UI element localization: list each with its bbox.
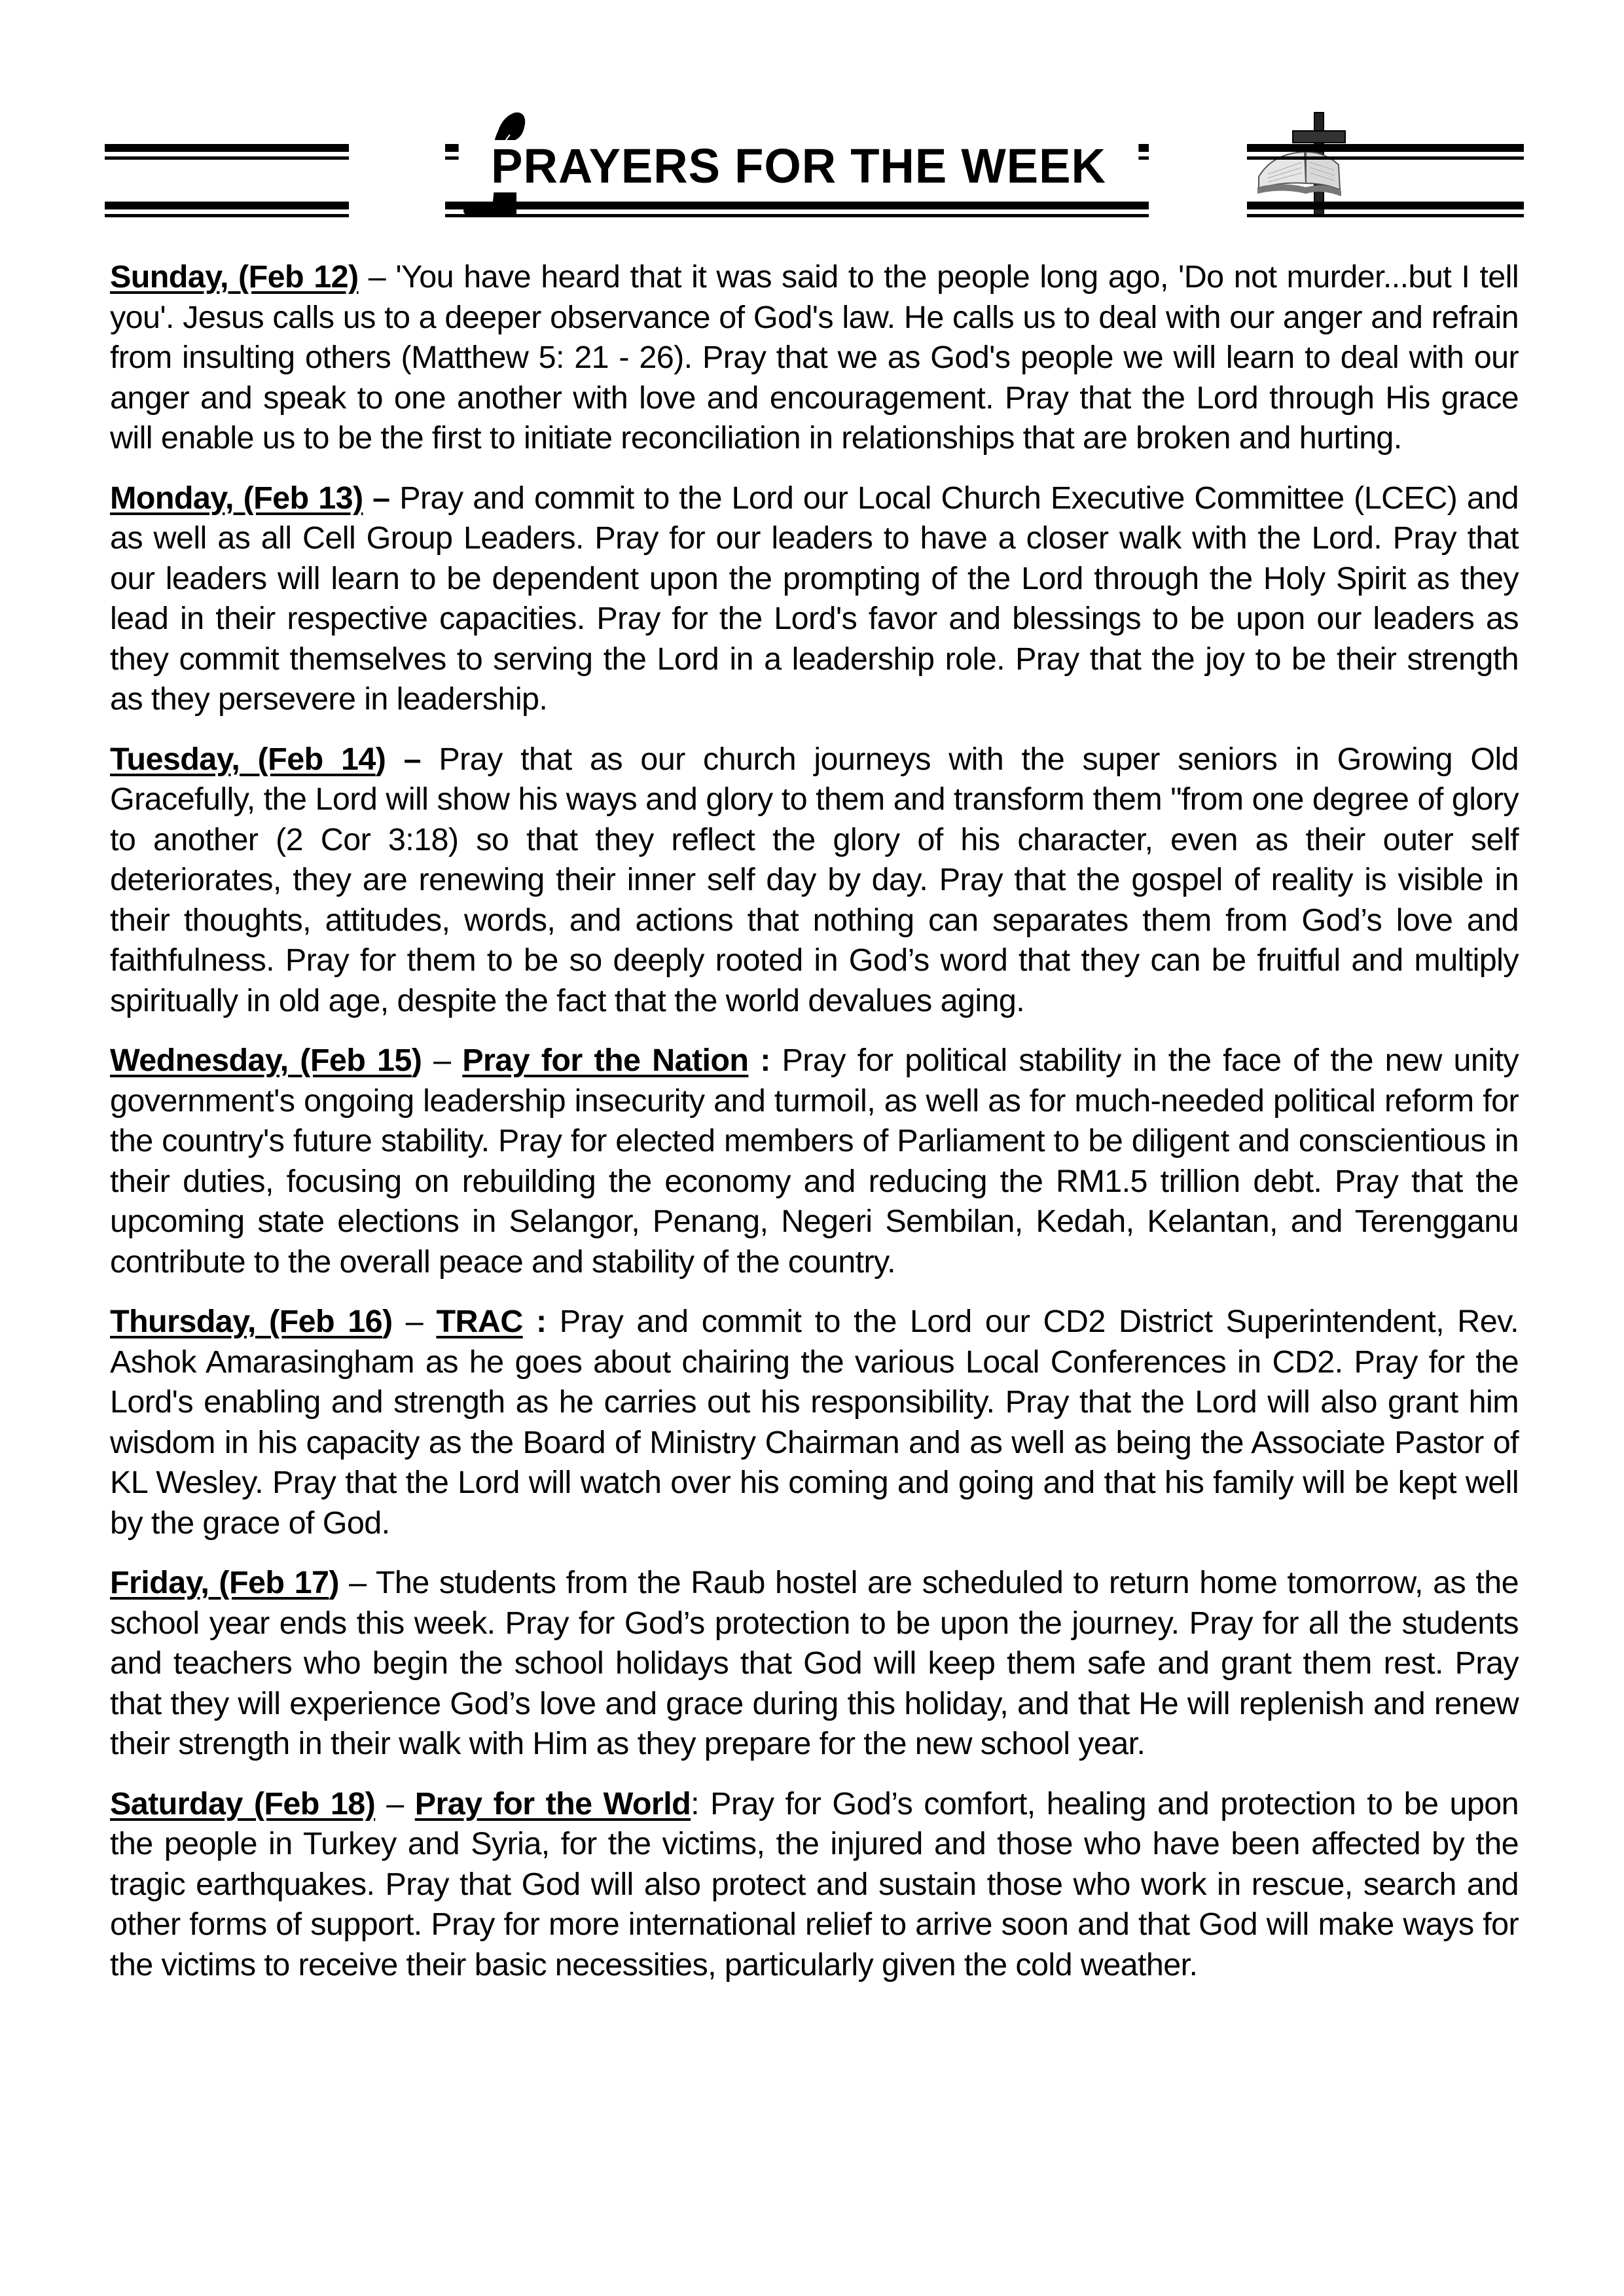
dash: – [386, 741, 439, 777]
day-heading-close: ) [375, 741, 386, 777]
dash: – [338, 1565, 376, 1600]
day-heading-close: ) [329, 1565, 339, 1600]
header-rule [105, 202, 349, 209]
header-rule [1247, 144, 1524, 152]
day-heading: Wednesday, (Feb 15 [110, 1043, 412, 1078]
cross-and-bible-icon [1254, 111, 1352, 216]
day-heading: Saturday (Feb 18) [110, 1785, 376, 1821]
prayer-entry-sunday [110, 257, 1519, 459]
header-rule [1247, 202, 1524, 209]
prayer-entry-tuesday [110, 740, 1519, 1022]
header-rule [105, 156, 349, 160]
topic-separator: : [691, 1785, 699, 1821]
topic-heading: TRAC [436, 1304, 523, 1339]
prayer-text: Pray and commit to the Lord our CD2 District Superintendent, Rev. Ashok Amarasingham as he goes about chairing the various Local Conferences in CD2. Pray for the Lord's enabling and strength as he carries out his responsibility. Pray that the Lord will also grant him wisdom in his capacity as the Board of Ministry Chairman and as well as being the Associate Pastor of KL Wesley. Pray that the Lord will watch over his coming and going and that his family will be kept well by the grace of God. [110, 1304, 1519, 1541]
day-heading: Monday, (Feb 13) [110, 480, 363, 516]
prayer-entry-wednesday [110, 1041, 1519, 1282]
header-rule [445, 214, 1149, 217]
topic-separator: : [522, 1304, 547, 1339]
prayer-entry-thursday [110, 1302, 1519, 1543]
header-rule [1247, 156, 1524, 160]
topic-separator: : [748, 1043, 770, 1078]
prayer-entry-saturday [110, 1784, 1519, 1986]
page-title: PRAYERS FOR THE WEEK [459, 140, 1139, 192]
prayer-text: Pray for political stability in the face of the new unity government's ongoing leadership insecurity and turmoil, as well as for much-needed political reform for the country's future stability. Pray for elected members of Parliament to be diligent and conscientious in their duties, focusing on rebuilding the economy and reducing the RM1.5 trillion debt. Pray that the upcoming state elections in Selangor, Penang, Negeri Sembilan, Kedah, Kelantan, and Terengganu contribute to the overall peace and stability of the country. [110, 1043, 1519, 1280]
day-heading: Tuesday, (Feb 14 [110, 741, 376, 777]
prayer-entry-monday [110, 478, 1519, 720]
header-rule [1247, 214, 1524, 217]
dash: – [363, 480, 400, 516]
topic-heading: Pray for the Nation [462, 1043, 749, 1078]
day-heading: Friday, (Feb 17 [110, 1565, 329, 1600]
prayer-text: 'You have heard that it was said to the people long ago, 'Do not murder...but I tell you'. Jesus calls us to a deeper observance of God's law. He calls us to deal with our anger and refrain from insulting others (Matthew 5: 21 - 26). Pray that we as God's people we will learn to deal with our anger and speak to one another with love and encouragement. Pray that the Lord through His grace will enable us to be the first to initiate reconciliation in relationships that are broken and hurting. [110, 259, 1519, 456]
page-header-banner [105, 111, 1525, 216]
header-rule [105, 144, 349, 152]
day-heading: Thursday, (Feb 16 [110, 1304, 382, 1339]
prayer-text: Pray for God’s comfort, healing and protection to be upon the people in Turkey and Syria, for the victims, the injured and those who have been affected by the tragic earthquakes. Pray that God will also protect and sustain those who work in rescue, search and other forms of support. Pray for more international relief to arrive soon and that God will make ways for the victims to receive their basic necessities, particularly given the cold weather. [110, 1785, 1519, 1982]
header-rule [105, 214, 349, 217]
prayer-text: Pray that as our church journeys with the super seniors in Growing Old Gracefully, the Lord will show his ways and glory to them and transform them "from one degree of glory to another (2 Cor 3:18) so that they reflect the glory of his character, even as their outer self deteriorates, they are renewing their inner self day by day. Pray that the gospel of reality is visible in their thoughts, attitudes, words, and actions that nothing can separates them from God’s love and faithfulness. Pray for them to be so deeply rooted in God’s word that they can be fruitful and multiply spiritually in old age, despite the fact that the world devalues aging. [110, 741, 1519, 1018]
prayer-text: The students from the Raub hostel are scheduled to return home tomorrow, as the school year ends this week. Pray for God’s protection to be upon the journey. Pray for all the students and teachers who begin the school holidays that God will keep them safe and grant them rest. Pray that they will experience God’s love and grace during this holiday, and that He will replenish and renew their strength in their walk with Him as they prepare for the new school year. [110, 1565, 1519, 1761]
topic-heading: Pray for the World [414, 1785, 691, 1821]
prayer-list [110, 257, 1519, 2005]
day-heading: Sunday, (Feb 12) [110, 259, 359, 295]
dash: – [358, 259, 396, 295]
header-rule [445, 202, 1149, 209]
prayer-entry-friday [110, 1563, 1519, 1765]
day-heading-close: ) [411, 1043, 422, 1078]
dash: – [422, 1043, 463, 1078]
dash: – [375, 1785, 415, 1821]
dash: – [392, 1304, 437, 1339]
day-heading-close: ) [382, 1304, 393, 1339]
prayer-text: Pray and commit to the Lord our Local Church Executive Committee (LCEC) and as well as all Cell Group Leaders. Pray for our leaders to have a closer walk with the Lord. Pray that our leaders will learn to be dependent upon the prompting of the Lord through the Holy Spirit as they lead in their respective capacities. Pray for the Lord's favor and blessings to be upon our leaders as they commit themselves to serving the Lord in a leadership role. Pray that the joy to be their strength as they persevere in leadership. [110, 480, 1519, 717]
